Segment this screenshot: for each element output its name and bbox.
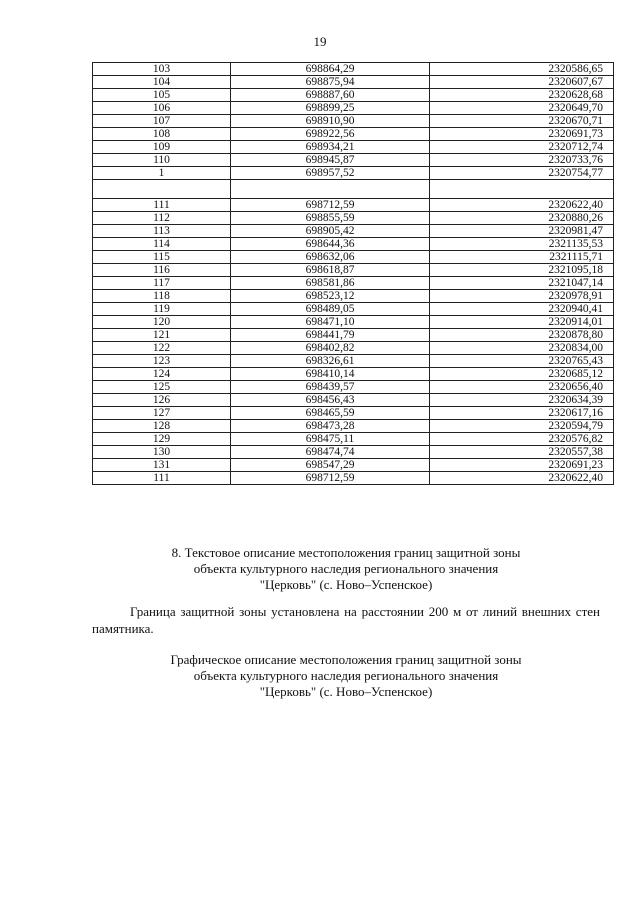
y-coordinate-cell: 2320656,40 bbox=[430, 381, 614, 394]
table-row bbox=[93, 316, 614, 329]
x-coordinate-cell: 698410,14 bbox=[231, 368, 430, 381]
point-number-cell: 104 bbox=[93, 76, 231, 89]
y-coordinate-cell: 2320586,65 bbox=[430, 63, 614, 76]
point-number-cell: 108 bbox=[93, 128, 231, 141]
x-coordinate-cell: 698957,52 bbox=[231, 167, 430, 180]
y-coordinate-cell: 2321135,53 bbox=[430, 238, 614, 251]
x-coordinate-cell: 698855,59 bbox=[231, 212, 430, 225]
table-row bbox=[93, 167, 614, 180]
table-row bbox=[93, 472, 614, 485]
x-coordinate-cell: 698875,94 bbox=[231, 76, 430, 89]
y-coordinate-cell: 2320691,23 bbox=[430, 459, 614, 472]
y-coordinate-cell: 2320978,91 bbox=[430, 290, 614, 303]
x-coordinate-cell: 698402,82 bbox=[231, 342, 430, 355]
table-row bbox=[93, 180, 614, 199]
table-row bbox=[93, 277, 614, 290]
point-number-cell: 131 bbox=[93, 459, 231, 472]
section-8-heading-line-1: 8. Текстовое описание местоположения границ защитной зоны bbox=[171, 545, 521, 560]
table-row bbox=[93, 446, 614, 459]
table-row bbox=[93, 342, 614, 355]
table-row bbox=[93, 141, 614, 154]
y-coordinate-cell: 2320691,73 bbox=[430, 128, 614, 141]
coordinates-table-body bbox=[93, 63, 614, 485]
point-number-cell: 116 bbox=[93, 264, 231, 277]
y-coordinate-cell: 2320754,77 bbox=[430, 167, 614, 180]
table-row bbox=[93, 76, 614, 89]
point-number-cell: 125 bbox=[93, 381, 231, 394]
coordinates-table bbox=[92, 62, 614, 485]
x-coordinate-cell: 698547,29 bbox=[231, 459, 430, 472]
x-coordinate-cell: 698439,57 bbox=[231, 381, 430, 394]
y-coordinate-cell: 2320617,16 bbox=[430, 407, 614, 420]
table-row bbox=[93, 154, 614, 167]
y-coordinate-cell: 2320622,40 bbox=[430, 199, 614, 212]
point-number-cell: 122 bbox=[93, 342, 231, 355]
x-coordinate-cell bbox=[231, 180, 430, 199]
y-coordinate-cell: 2320834,00 bbox=[430, 342, 614, 355]
y-coordinate-cell: 2321115,71 bbox=[430, 251, 614, 264]
y-coordinate-cell: 2321047,14 bbox=[430, 277, 614, 290]
point-number-cell: 106 bbox=[93, 102, 231, 115]
y-coordinate-cell: 2320765,43 bbox=[430, 355, 614, 368]
table-row bbox=[93, 329, 614, 342]
table-row bbox=[93, 368, 614, 381]
graphic-heading-line-1: Графическое описание местоположения границ защитной зоны bbox=[170, 652, 522, 667]
y-coordinate-cell: 2320940,41 bbox=[430, 303, 614, 316]
x-coordinate-cell: 698864,29 bbox=[231, 63, 430, 76]
y-coordinate-cell: 2321095,18 bbox=[430, 264, 614, 277]
point-number-cell: 128 bbox=[93, 420, 231, 433]
graphic-heading-line-3: "Церковь" (с. Ново–Успенское) bbox=[259, 684, 433, 699]
point-number-cell: 114 bbox=[93, 238, 231, 251]
table-row bbox=[93, 199, 614, 212]
x-coordinate-cell: 698887,60 bbox=[231, 89, 430, 102]
y-coordinate-cell: 2320712,74 bbox=[430, 141, 614, 154]
graphic-heading-line-2: объекта культурного наследия регионального значения bbox=[193, 668, 499, 683]
y-coordinate-cell: 2320576,82 bbox=[430, 433, 614, 446]
point-number-cell: 130 bbox=[93, 446, 231, 459]
point-number-cell: 113 bbox=[93, 225, 231, 238]
table-row bbox=[93, 251, 614, 264]
y-coordinate-cell: 2320670,71 bbox=[430, 115, 614, 128]
table-row bbox=[93, 290, 614, 303]
y-coordinate-cell: 2320914,01 bbox=[430, 316, 614, 329]
y-coordinate-cell: 2320594,79 bbox=[430, 420, 614, 433]
x-coordinate-cell: 698644,36 bbox=[231, 238, 430, 251]
y-coordinate-cell: 2320628,68 bbox=[430, 89, 614, 102]
x-coordinate-cell: 698473,28 bbox=[231, 420, 430, 433]
x-coordinate-cell: 698922,56 bbox=[231, 128, 430, 141]
point-number-cell: 120 bbox=[93, 316, 231, 329]
point-number-cell: 112 bbox=[93, 212, 231, 225]
y-coordinate-cell: 2320878,80 bbox=[430, 329, 614, 342]
table-row bbox=[93, 420, 614, 433]
point-number-cell: 123 bbox=[93, 355, 231, 368]
y-coordinate-cell: 2320557,38 bbox=[430, 446, 614, 459]
x-coordinate-cell: 698905,42 bbox=[231, 225, 430, 238]
x-coordinate-cell: 698632,06 bbox=[231, 251, 430, 264]
y-coordinate-cell: 2320622,40 bbox=[430, 472, 614, 485]
point-number-cell: 119 bbox=[93, 303, 231, 316]
section-8-heading-line-2: объекта культурного наследия регионального значения bbox=[193, 561, 499, 576]
boundary-description: Граница защитной зоны установлена на расстоянии 200 м от линий внешних стен памятника. bbox=[92, 604, 600, 636]
x-coordinate-cell: 698581,86 bbox=[231, 277, 430, 290]
point-number-cell bbox=[93, 180, 231, 199]
table-row bbox=[93, 212, 614, 225]
x-coordinate-cell: 698326,61 bbox=[231, 355, 430, 368]
y-coordinate-cell: 2320634,39 bbox=[430, 394, 614, 407]
point-number-cell: 109 bbox=[93, 141, 231, 154]
y-coordinate-cell: 2320733,76 bbox=[430, 154, 614, 167]
point-number-cell: 118 bbox=[93, 290, 231, 303]
page-number: 19 bbox=[313, 34, 327, 49]
x-coordinate-cell: 698465,59 bbox=[231, 407, 430, 420]
graphic-description-heading bbox=[92, 652, 600, 700]
table-row bbox=[93, 264, 614, 277]
section-8-heading bbox=[92, 545, 600, 593]
y-coordinate-cell: 2320981,47 bbox=[430, 225, 614, 238]
point-number-cell: 103 bbox=[93, 63, 231, 76]
table-row bbox=[93, 115, 614, 128]
y-coordinate-cell: 2320685,12 bbox=[430, 368, 614, 381]
point-number-cell: 105 bbox=[93, 89, 231, 102]
point-number-cell: 121 bbox=[93, 329, 231, 342]
x-coordinate-cell: 698441,79 bbox=[231, 329, 430, 342]
section-8-heading-line-3: "Церковь" (с. Ново–Успенское) bbox=[259, 577, 433, 592]
x-coordinate-cell: 698523,12 bbox=[231, 290, 430, 303]
x-coordinate-cell: 698945,87 bbox=[231, 154, 430, 167]
table-row bbox=[93, 63, 614, 76]
table-row bbox=[93, 407, 614, 420]
point-number-cell: 111 bbox=[93, 472, 231, 485]
x-coordinate-cell: 698489,05 bbox=[231, 303, 430, 316]
x-coordinate-cell: 698471,10 bbox=[231, 316, 430, 329]
x-coordinate-cell: 698475,11 bbox=[231, 433, 430, 446]
y-coordinate-cell: 2320880,26 bbox=[430, 212, 614, 225]
table-row bbox=[93, 128, 614, 141]
point-number-cell: 117 bbox=[93, 277, 231, 290]
x-coordinate-cell: 698618,87 bbox=[231, 264, 430, 277]
table-row bbox=[93, 394, 614, 407]
x-coordinate-cell: 698910,90 bbox=[231, 115, 430, 128]
point-number-cell: 124 bbox=[93, 368, 231, 381]
table-row bbox=[93, 381, 614, 394]
y-coordinate-cell: 2320607,67 bbox=[430, 76, 614, 89]
table-row bbox=[93, 102, 614, 115]
x-coordinate-cell: 698934,21 bbox=[231, 141, 430, 154]
x-coordinate-cell: 698712,59 bbox=[231, 472, 430, 485]
x-coordinate-cell: 698712,59 bbox=[231, 199, 430, 212]
table-row bbox=[93, 355, 614, 368]
point-number-cell: 129 bbox=[93, 433, 231, 446]
point-number-cell: 127 bbox=[93, 407, 231, 420]
table-row bbox=[93, 238, 614, 251]
x-coordinate-cell: 698456,43 bbox=[231, 394, 430, 407]
table-row bbox=[93, 89, 614, 102]
x-coordinate-cell: 698474,74 bbox=[231, 446, 430, 459]
table-row bbox=[93, 225, 614, 238]
point-number-cell: 107 bbox=[93, 115, 231, 128]
point-number-cell: 126 bbox=[93, 394, 231, 407]
table-row bbox=[93, 303, 614, 316]
point-number-cell: 1 bbox=[93, 167, 231, 180]
y-coordinate-cell bbox=[430, 180, 614, 199]
x-coordinate-cell: 698899,25 bbox=[231, 102, 430, 115]
table-row bbox=[93, 433, 614, 446]
y-coordinate-cell: 2320649,70 bbox=[430, 102, 614, 115]
point-number-cell: 110 bbox=[93, 154, 231, 167]
table-row bbox=[93, 459, 614, 472]
point-number-cell: 115 bbox=[93, 251, 231, 264]
point-number-cell: 111 bbox=[93, 199, 231, 212]
